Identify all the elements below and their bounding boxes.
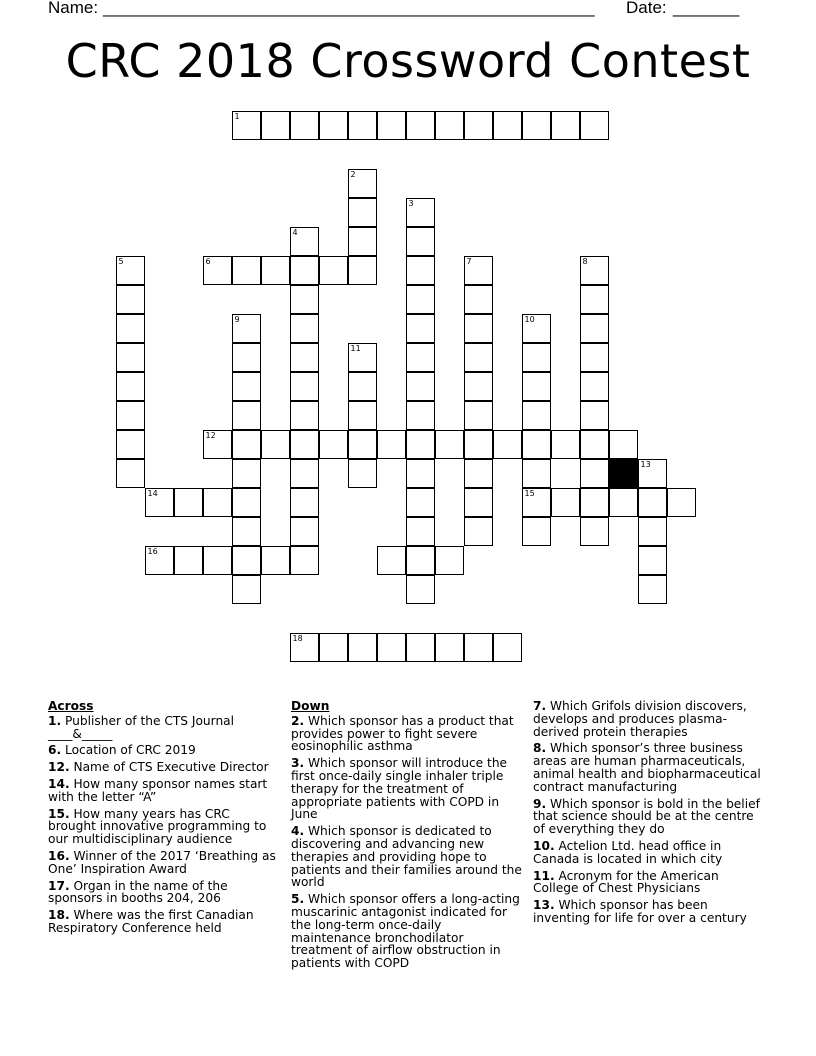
date-label: Date: bbox=[626, 0, 667, 17]
clue-item bbox=[533, 870, 765, 896]
grid-cell[interactable] bbox=[203, 256, 232, 285]
clue-item-text: Location of CRC 2019 bbox=[65, 743, 196, 758]
clue-item-text: Which sponsor has been inventing for life for over a century bbox=[533, 898, 747, 925]
clue-number: 16 bbox=[147, 546, 158, 556]
clue-item-text: How many sponsor names start with the letter “A” bbox=[48, 776, 268, 804]
grid-cell[interactable] bbox=[145, 488, 174, 517]
grid-cell[interactable] bbox=[406, 633, 435, 662]
grid-cell[interactable] bbox=[290, 459, 319, 488]
clue-item bbox=[533, 742, 765, 793]
grid-cell[interactable] bbox=[464, 343, 493, 372]
grid-cell[interactable] bbox=[638, 546, 667, 575]
clue-number: 1 bbox=[234, 111, 240, 121]
grid-cell[interactable] bbox=[348, 633, 377, 662]
grid-cell[interactable] bbox=[522, 401, 551, 430]
clue-item-text: How many years has CRC brought innovative programming to our multidisciplinary audience bbox=[48, 806, 267, 847]
grid-cell[interactable] bbox=[290, 256, 319, 285]
clue-item-number: 4. bbox=[291, 824, 305, 839]
grid-cell[interactable] bbox=[406, 111, 435, 140]
grid-cell[interactable] bbox=[348, 343, 377, 372]
grid-cell[interactable] bbox=[464, 401, 493, 430]
grid-cell[interactable] bbox=[406, 575, 435, 604]
grid-cell[interactable] bbox=[232, 401, 261, 430]
grid-cell[interactable] bbox=[290, 372, 319, 401]
grid-cell[interactable] bbox=[406, 343, 435, 372]
grid-cell[interactable] bbox=[232, 314, 261, 343]
grid-cell[interactable] bbox=[580, 111, 609, 140]
grid-cell[interactable] bbox=[493, 111, 522, 140]
page-title: CRC 2018 Crossword Contest bbox=[65, 34, 751, 88]
clue-item bbox=[48, 880, 276, 906]
clue-item-number: 14. bbox=[48, 776, 70, 791]
grid-cell[interactable] bbox=[522, 372, 551, 401]
grid-cell[interactable] bbox=[174, 546, 203, 575]
grid-cell[interactable] bbox=[580, 343, 609, 372]
down-clue-list bbox=[291, 715, 523, 970]
grid-cell[interactable] bbox=[290, 430, 319, 459]
clue-item-number: 3. bbox=[291, 756, 305, 771]
clue-item bbox=[291, 757, 523, 821]
grid-cell[interactable] bbox=[406, 430, 435, 459]
grid-cell[interactable] bbox=[435, 430, 464, 459]
grid-cell[interactable] bbox=[464, 430, 493, 459]
grid-cell[interactable] bbox=[261, 546, 290, 575]
grid-cell[interactable] bbox=[290, 401, 319, 430]
clue-number: 9 bbox=[234, 314, 240, 324]
grid-cell[interactable] bbox=[435, 633, 464, 662]
grid-cell[interactable] bbox=[609, 430, 638, 459]
grid-cell[interactable] bbox=[116, 256, 145, 285]
grid-cell[interactable] bbox=[290, 227, 319, 256]
grid-cell[interactable] bbox=[116, 285, 145, 314]
clue-item-number: 17. bbox=[48, 878, 70, 893]
name-line[interactable]: ____________________________________________________ bbox=[103, 0, 595, 17]
grid-cell[interactable] bbox=[290, 488, 319, 517]
clue-item-number: 7. bbox=[533, 699, 547, 713]
grid-cell[interactable] bbox=[232, 111, 261, 140]
clue-item-number: 5. bbox=[291, 892, 305, 907]
clue-number: 5 bbox=[118, 256, 124, 266]
grid-cell[interactable] bbox=[638, 488, 667, 517]
grid-cell[interactable] bbox=[116, 343, 145, 372]
grid-cell[interactable] bbox=[464, 256, 493, 285]
clue-item bbox=[291, 825, 523, 889]
grid-cell[interactable] bbox=[435, 546, 464, 575]
clue-item bbox=[533, 798, 765, 836]
clue-number: 10 bbox=[524, 314, 535, 324]
grid-cell[interactable] bbox=[348, 459, 377, 488]
grid-cell[interactable] bbox=[145, 546, 174, 575]
grid-cell[interactable] bbox=[551, 488, 580, 517]
grid-cell[interactable] bbox=[522, 430, 551, 459]
grid-cell[interactable] bbox=[348, 169, 377, 198]
clue-item-text: Which Grifols division discovers, develops and produces plasma-derived protein therapies bbox=[533, 699, 747, 739]
grid-cell[interactable] bbox=[522, 517, 551, 546]
grid-cell[interactable] bbox=[406, 314, 435, 343]
clue-item-number: 6. bbox=[48, 743, 62, 758]
grid-cell[interactable] bbox=[116, 372, 145, 401]
grid-cell[interactable] bbox=[406, 198, 435, 227]
grid-cell[interactable] bbox=[319, 256, 348, 285]
grid-cell[interactable] bbox=[464, 459, 493, 488]
grid-cell[interactable] bbox=[580, 459, 609, 488]
grid-cell[interactable] bbox=[203, 546, 232, 575]
grid-cell[interactable] bbox=[406, 401, 435, 430]
grid-cell[interactable] bbox=[406, 227, 435, 256]
grid-cell[interactable] bbox=[580, 256, 609, 285]
grid-cell[interactable] bbox=[406, 372, 435, 401]
clue-item-text: Name of CTS Executive Director bbox=[73, 760, 269, 775]
grid-cell[interactable] bbox=[522, 459, 551, 488]
grid-cell[interactable] bbox=[580, 314, 609, 343]
clue-number: 12 bbox=[205, 430, 216, 440]
grid-cell[interactable] bbox=[290, 314, 319, 343]
clue-item bbox=[48, 761, 276, 774]
grid-cell[interactable] bbox=[232, 459, 261, 488]
clue-item bbox=[48, 778, 276, 804]
grid-cell[interactable] bbox=[116, 459, 145, 488]
grid-cell[interactable] bbox=[435, 111, 464, 140]
grid-cell[interactable] bbox=[522, 488, 551, 517]
grid-cell[interactable] bbox=[116, 314, 145, 343]
clue-number: 4 bbox=[292, 227, 298, 237]
grid-cell[interactable] bbox=[261, 430, 290, 459]
grid-cell[interactable] bbox=[348, 401, 377, 430]
clue-item-text: Which sponsor will introduce the first once-daily single inhaler triple therapy for the treatment of appropriate patients with COPD in June bbox=[291, 756, 508, 822]
clue-item-number: 18. bbox=[48, 908, 70, 923]
clue-number: 7 bbox=[466, 256, 472, 266]
clue-item bbox=[533, 840, 765, 866]
clue-item bbox=[533, 899, 765, 925]
clue-number: 18 bbox=[292, 633, 303, 643]
grid-cell[interactable] bbox=[232, 517, 261, 546]
clue-item-number: 8. bbox=[533, 741, 547, 756]
grid-cell[interactable] bbox=[290, 111, 319, 140]
grid-cell[interactable] bbox=[464, 372, 493, 401]
grid-cell[interactable] bbox=[174, 488, 203, 517]
across-clues bbox=[48, 700, 276, 939]
grid-cell[interactable] bbox=[290, 546, 319, 575]
grid-cell[interactable] bbox=[406, 546, 435, 575]
grid-cell[interactable] bbox=[522, 314, 551, 343]
grid-cell[interactable] bbox=[203, 430, 232, 459]
clue-item-text: Acronym for the American College of Chest Physicians bbox=[533, 868, 719, 896]
clue-item bbox=[291, 715, 523, 753]
grid-cell[interactable] bbox=[580, 372, 609, 401]
down-clues bbox=[291, 700, 523, 974]
clue-item-number: 13. bbox=[533, 898, 555, 913]
grid-cell[interactable] bbox=[377, 546, 406, 575]
grid-cell[interactable] bbox=[348, 198, 377, 227]
clue-item-text: Organ in the name of the sponsors in booths 204, 206 bbox=[48, 878, 228, 906]
grid-cell[interactable] bbox=[464, 285, 493, 314]
clue-item-number: 2. bbox=[291, 713, 305, 728]
clue-item-text: Which sponsor offers a long-acting muscarinic antagonist indicated for the long-term once-daily maintenance bronchodilator treatment of airflow obstruction in patients with COPD bbox=[291, 892, 520, 971]
clue-number: 8 bbox=[582, 256, 588, 266]
grid-cell[interactable] bbox=[493, 633, 522, 662]
grid-cell[interactable] bbox=[290, 633, 319, 662]
grid-cell[interactable] bbox=[377, 111, 406, 140]
clue-item-text: Actelion Ltd. head office in Canada is located in which city bbox=[533, 838, 723, 866]
clue-item-number: 15. bbox=[48, 806, 70, 821]
clue-item bbox=[533, 700, 765, 738]
grid-cell[interactable] bbox=[261, 111, 290, 140]
grid-cell[interactable] bbox=[551, 430, 580, 459]
grid-cell[interactable] bbox=[377, 633, 406, 662]
grid-cell[interactable] bbox=[638, 575, 667, 604]
grid-cell[interactable] bbox=[522, 111, 551, 140]
clue-item-number: 11. bbox=[533, 868, 555, 883]
grid-cell[interactable] bbox=[580, 488, 609, 517]
clue-item-number: 10. bbox=[533, 838, 555, 853]
clue-number: 6 bbox=[205, 256, 211, 266]
grid-cell[interactable] bbox=[232, 488, 261, 517]
clue-item bbox=[48, 808, 276, 846]
grid-cell[interactable] bbox=[551, 111, 580, 140]
clue-item-number: 12. bbox=[48, 760, 70, 775]
grid-cell[interactable] bbox=[580, 401, 609, 430]
grid-cell[interactable] bbox=[493, 430, 522, 459]
grid-cell[interactable] bbox=[406, 517, 435, 546]
grid-cell[interactable] bbox=[406, 488, 435, 517]
grid-cell[interactable] bbox=[464, 633, 493, 662]
grid-cell[interactable] bbox=[464, 517, 493, 546]
grid-cell[interactable] bbox=[667, 488, 696, 517]
grid-cell[interactable] bbox=[203, 488, 232, 517]
grid-cell[interactable] bbox=[609, 488, 638, 517]
grid-cell[interactable] bbox=[232, 343, 261, 372]
grid-cell[interactable] bbox=[580, 430, 609, 459]
clue-item-number: 16. bbox=[48, 848, 70, 863]
down-clue-list-continued bbox=[533, 700, 765, 925]
clue-item-text: Which sponsor’s three business areas are human pharmaceuticals, animal health and biopharmaceutical contract manufacturing bbox=[533, 741, 761, 794]
clue-item bbox=[48, 850, 276, 876]
across-heading: Across bbox=[48, 699, 94, 713]
grid-cell[interactable] bbox=[232, 372, 261, 401]
grid-cell[interactable] bbox=[116, 430, 145, 459]
clue-item bbox=[48, 909, 276, 935]
grid-cell[interactable] bbox=[348, 111, 377, 140]
clue-item-text: Which sponsor is bold in the belief that science should be at the centre of everything they do bbox=[533, 796, 760, 837]
grid-cell[interactable] bbox=[348, 256, 377, 285]
clue-item bbox=[48, 744, 276, 757]
clue-number: 3 bbox=[408, 198, 414, 208]
down-clues-continued bbox=[533, 700, 765, 929]
name-label: Name: bbox=[48, 0, 99, 17]
clue-item-text: Publisher of the CTS Journal ____&_____ bbox=[48, 713, 235, 741]
clue-item-text: Winner of the 2017 ‘Breathing as One’ Inspiration Award bbox=[48, 848, 276, 876]
grid-cell[interactable] bbox=[319, 430, 348, 459]
clue-number: 11 bbox=[350, 343, 361, 353]
grid-cell[interactable] bbox=[580, 285, 609, 314]
clue-item-number: 9. bbox=[533, 796, 547, 811]
grid-cell[interactable] bbox=[348, 227, 377, 256]
clue-item-text: Which sponsor is dedicated to discovering and advancing new therapies and providing hope to patients and their families around the world bbox=[291, 824, 522, 890]
grid-cell[interactable] bbox=[464, 111, 493, 140]
clue-item-text: Which sponsor has a product that provides power to fight severe eosinophilic asthma bbox=[291, 713, 514, 754]
grid-cell[interactable] bbox=[406, 285, 435, 314]
clue-number: 2 bbox=[350, 169, 356, 179]
date-line[interactable]: _______ bbox=[673, 0, 740, 17]
grid-cell[interactable] bbox=[638, 459, 667, 488]
grid-cell[interactable] bbox=[232, 546, 261, 575]
grid-cell[interactable] bbox=[580, 517, 609, 546]
grid-cell[interactable] bbox=[319, 633, 348, 662]
grid-cell[interactable] bbox=[232, 575, 261, 604]
clue-number: 13 bbox=[640, 459, 651, 469]
grid-cell[interactable] bbox=[348, 372, 377, 401]
grid-cell[interactable] bbox=[290, 517, 319, 546]
black-square bbox=[609, 459, 638, 488]
clue-item-text: Where was the first Canadian Respiratory Conference held bbox=[48, 908, 254, 935]
grid-cell[interactable] bbox=[290, 343, 319, 372]
grid-cell[interactable] bbox=[232, 256, 261, 285]
clue-number: 14 bbox=[147, 488, 158, 498]
grid-cell[interactable] bbox=[348, 430, 377, 459]
grid-cell[interactable] bbox=[319, 111, 348, 140]
grid-cell[interactable] bbox=[464, 314, 493, 343]
grid-cell[interactable] bbox=[290, 285, 319, 314]
grid-cell[interactable] bbox=[377, 430, 406, 459]
clue-number: 15 bbox=[524, 488, 535, 498]
grid-cell[interactable] bbox=[464, 488, 493, 517]
grid-cell[interactable] bbox=[638, 517, 667, 546]
clue-item bbox=[48, 715, 276, 741]
across-clue-list bbox=[48, 715, 276, 935]
clue-item bbox=[291, 893, 523, 970]
grid-cell[interactable] bbox=[406, 256, 435, 285]
down-heading: Down bbox=[291, 699, 330, 713]
grid-cell[interactable] bbox=[261, 256, 290, 285]
clue-item-number: 1. bbox=[48, 713, 62, 728]
grid-cell[interactable] bbox=[116, 401, 145, 430]
grid-cell[interactable] bbox=[522, 343, 551, 372]
grid-cell[interactable] bbox=[406, 459, 435, 488]
grid-cell[interactable] bbox=[232, 430, 261, 459]
